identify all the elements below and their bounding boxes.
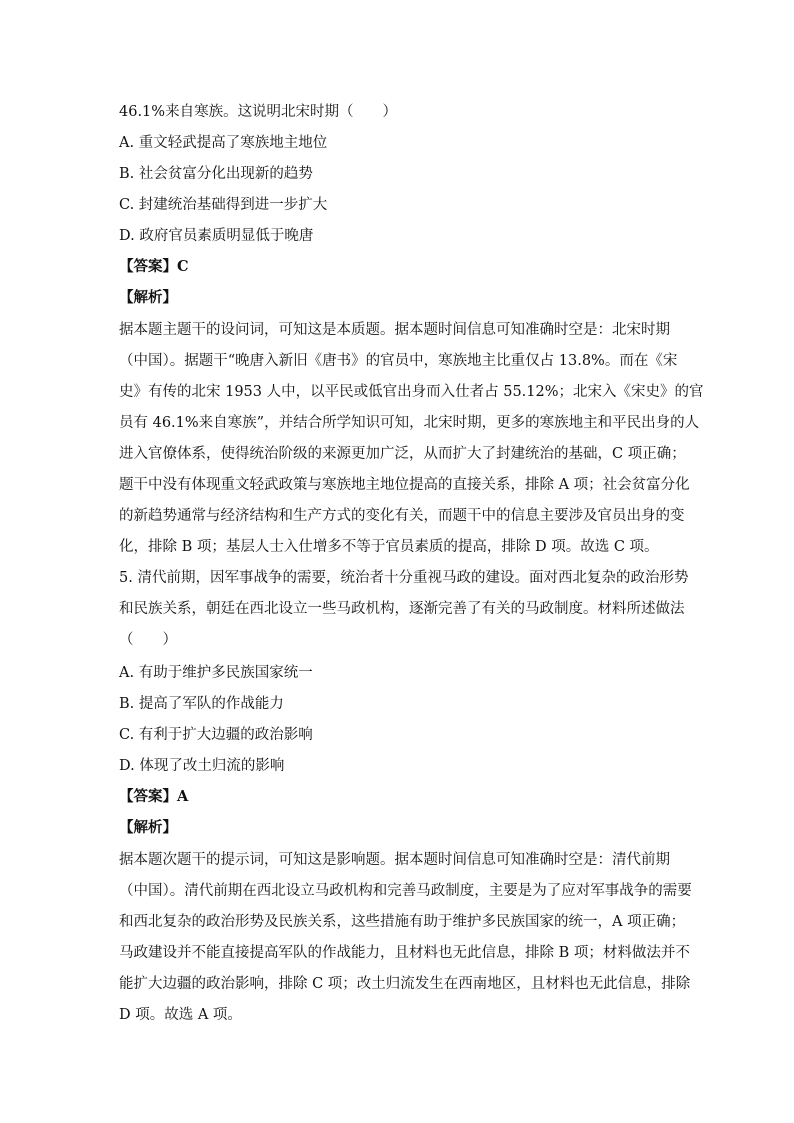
question-5-answer: 【答案】A [119, 788, 189, 805]
question-4-analysis-line: 员有 46.1%来自寒族”，并结合所学知识可知，北宋时期，更多的寒族地主和平民出身的人 [119, 415, 700, 431]
question-4-stem-tail: 46.1%来自寒族。这说明北宋时期（ ） [119, 104, 398, 120]
question-4-answer: 【答案】C [119, 258, 189, 275]
question-4-option-c: C. 封建统治基础得到进一步扩大 [119, 197, 328, 213]
question-5-analysis-line: 据本题次题干的提示词，可知这是影响题。据本题时间信息可知准确时空是：清代前期 [119, 852, 670, 868]
question-5-analysis-line: D 项。故选 A 项。 [119, 1007, 242, 1023]
question-4-analysis-line: 化，排除 B 项；基层人士入仕增多不等于官员素质的提高，排除 D 项。故选 C 项。 [119, 539, 659, 555]
question-5-option-a: A. 有助于维护多民族国家统一 [119, 665, 313, 681]
question-4-analysis-line: （中国）。据题干“晚唐入新旧《唐书》的官员中，寒族地主比重仅占 13.8%。而在《宋 [119, 353, 678, 369]
question-5-stem-line: （ ） [119, 632, 177, 648]
question-5-option-b: B. 提高了军队的作战能力 [119, 696, 284, 712]
question-5-analysis-label: 【解析】 [119, 819, 177, 836]
question-5-analysis-line: 能扩大边疆的政治影响，排除 C 项；改土归流发生在西南地区，且材料也无此信息，排除 [119, 976, 691, 992]
question-5-analysis-line: （中国）。清代前期在西北设立马政机构和完善马政制度，主要是为了应对军事战争的需要 [119, 883, 692, 899]
question-4-analysis-line: 史》有传的北宋 1953 人中，以平民或低官出身而入仕者占 55.12%；北宋入《宋史》的官 [119, 384, 704, 400]
question-4-option-d: D. 政府官员素质明显低于晚唐 [119, 228, 314, 244]
question-5-analysis-line: 和西北复杂的政治形势及民族关系，这些措施有助于维护多民族国家的统一，A 项正确； [119, 914, 686, 930]
question-5-option-c: C. 有利于扩大边疆的政治影响 [119, 727, 313, 743]
question-4-analysis-line: 据本题主题干的设问词，可知这是本质题。据本题时间信息可知准确时空是：北宋时期 [119, 322, 670, 338]
question-4-option-b: B. 社会贫富分化出现新的趋势 [119, 166, 313, 182]
question-4-analysis-line: 的新趋势通常与经济结构和生产方式的变化有关，而题干中的信息主要涉及官员出身的变 [119, 508, 685, 524]
question-4-option-a: A. 重文轻武提高了寒族地主地位 [119, 135, 328, 151]
question-5-stem-line: 和民族关系，朝廷在西北设立一些马政机构，逐渐完善了有关的马政制度。材料所述做法 [119, 601, 685, 617]
question-5-analysis-line: 马政建设并不能直接提高军队的作战能力，且材料也无此信息，排除 B 项；材料做法并不 [119, 945, 690, 961]
question-4-analysis-line: 题干中没有体现重文轻武政策与寒族地主地位提高的直接关系，排除 A 项；社会贫富分化 [119, 477, 690, 493]
question-4-analysis-line: 进入官僚体系，使得统治阶级的来源更加广泛，从而扩大了封建统治的基础，C 项正确； [119, 446, 686, 462]
question-4-analysis-label: 【解析】 [119, 289, 177, 306]
question-5-stem-line: 5. 清代前期，因军事战争的需要，统治者十分重视马政的建设。面对西北复杂的政治形势 [119, 570, 689, 586]
question-5-option-d: D. 体现了改土归流的影响 [119, 758, 285, 774]
